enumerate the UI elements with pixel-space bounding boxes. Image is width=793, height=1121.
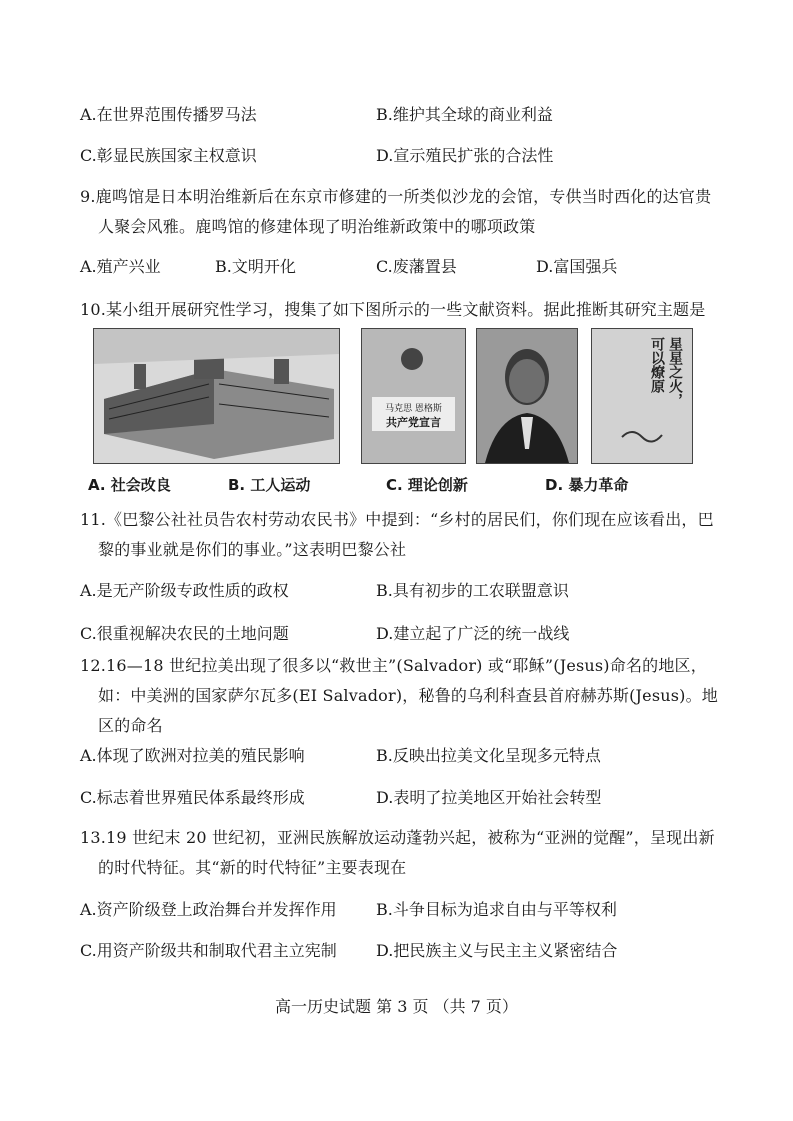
q10-options [88,474,708,496]
book-authors: 马克思 恩格斯 [385,404,442,414]
q10-option-d[interactable]: D. 暴力革命 [545,476,629,494]
q12-stem-line2: 如：中美洲的国家萨尔瓦多(EI Salvador)，秘鲁的乌利科查县首府赫苏斯(Jesus)。地 [98,686,718,705]
q8-option-b[interactable]: B.维护其全球的商业利益 [376,105,553,124]
q9-option-c[interactable]: C.废藩置县 [376,257,457,276]
calligraphy-image [591,328,693,464]
q10-figure-row [93,325,693,465]
q13-option-a[interactable]: A.资产阶级登上政治舞台并发挥作用 [80,900,337,919]
page-footer: 高一历史试题 第 3 页 （共 7 页） [275,997,518,1016]
q11-option-b[interactable]: B.具有初步的工农联盟意识 [376,581,569,600]
q12-stem-line3: 区的命名 [98,716,163,735]
q11-option-a[interactable]: A.是无产阶级专政性质的政权 [80,581,289,600]
q8-option-c[interactable]: C.彰显民族国家主权意识 [80,146,257,165]
q13-option-b[interactable]: B.斗争目标为追求自由与平等权利 [376,900,617,919]
q9-stem-line1: 9.鹿鸣馆是日本明治维新后在东京市修建的一所类似沙龙的会馆，专供当时西化的达官贵 [80,187,712,206]
q13-option-c[interactable]: C.用资产阶级共和制取代君主立宪制 [80,941,337,960]
q11-stem-line2: 黎的事业就是你们的事业。”这表明巴黎公社 [98,540,407,559]
portrait-photo-image [476,328,578,464]
q13-stem-line2: 的时代特征。其“新的时代特征”主要表现在 [98,858,407,877]
building-engraving-image [93,328,340,464]
q13-stem-line1: 13.19 世纪末 20 世纪初，亚洲民族解放运动蓬勃兴起，被称为“亚洲的觉醒”，呈现出新 [80,828,715,847]
q12-option-a[interactable]: A.体现了欧洲对拉美的殖民影响 [80,746,305,765]
q12-option-d[interactable]: D.表明了拉美地区开始社会转型 [376,788,602,807]
q10-stem-line1: 10.某小组开展研究性学习，搜集了如下图所示的一些文献资料。据此推断其研究主题是 [80,300,706,319]
q13-option-d[interactable]: D.把民族主义与民主主义紧密结合 [376,941,618,960]
q12-stem-line1: 12.16—18 世纪拉美出现了很多以“救世主”(Salvador) 或“耶稣”(Jesus)命名的地区， [80,656,707,675]
q12-option-c[interactable]: C.标志着世界殖民体系最终形成 [80,788,305,807]
q10-option-c[interactable]: C. 理论创新 [386,476,468,494]
q8-option-d[interactable]: D.宣示殖民扩张的合法性 [376,146,554,165]
calligraphy-text: 星星之火，可以燎原 [649,337,683,407]
q10-option-b[interactable]: B. 工人运动 [228,476,311,494]
q11-option-c[interactable]: C.很重视解决农民的土地问题 [80,624,289,643]
q9-option-d[interactable]: D.富国强兵 [536,257,618,276]
communist-manifesto-cover-image [361,328,466,464]
q12-option-b[interactable]: B.反映出拉美文化呈现多元特点 [376,746,601,765]
q9-stem-line2: 人聚会风雅。鹿鸣馆的修建体现了明治维新政策中的哪项政策 [98,217,536,236]
q9-option-b[interactable]: B.文明开化 [215,257,296,276]
q10-option-a[interactable]: A. 社会改良 [88,476,171,494]
q8-option-a[interactable]: A.在世界范围传播罗马法 [80,105,257,124]
q11-stem-line1: 11.《巴黎公社社员告农村劳动农民书》中提到：“乡村的居民们，你们现在应该看出，巴 [80,510,714,529]
book-title: 共产党宣言 [386,416,441,429]
q11-option-d[interactable]: D.建立起了广泛的统一战线 [376,624,570,643]
q9-option-a[interactable]: A.殖产兴业 [80,257,161,276]
